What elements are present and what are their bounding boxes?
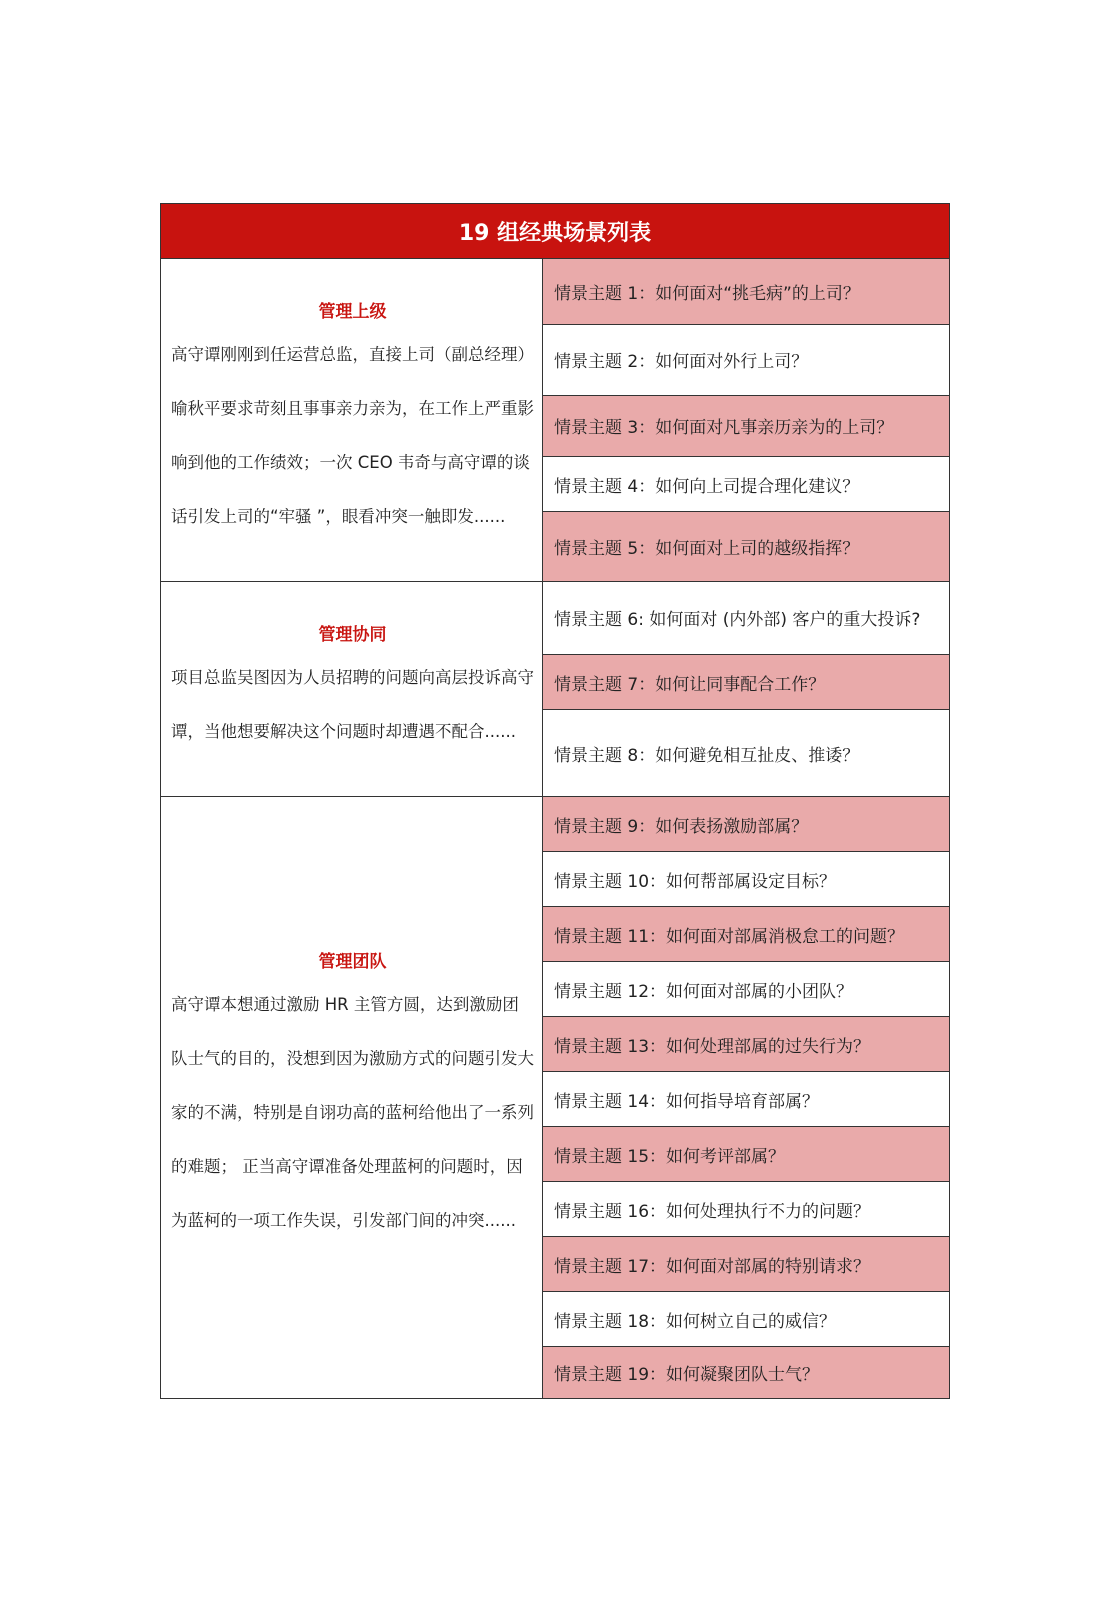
topic-row: 情景主题 17：如何面对部属的特别请求？ [543,1237,949,1292]
section-description: 项目总监吴图因为人员招聘的问题向高层投诉高守谭，当他想要解决这个问题时却遭遇不配合...... [171,667,534,741]
section-title: 管理团队 [318,952,387,972]
topic-row: 情景主题 10：如何帮部属设定目标？ [543,852,949,907]
section-title: 管理协同 [318,624,387,645]
topic-list [543,797,949,1398]
section-title: 管理上级 [318,301,387,322]
topic-row: 情景主题 13：如何处理部属的过失行为？ [543,1017,949,1072]
topic-row: 情景主题 19：如何凝聚团队士气？ [543,1347,949,1398]
topic-row: 情景主题 11：如何面对部属消极怠工的问题？ [543,907,949,962]
scenario-table [160,203,950,1399]
topic-row: 情景主题 12：如何面对部属的小团队？ [543,962,949,1017]
section-description: 高守谭刚刚到任运营总监，直接上司（副总经理）喻秋平要求苛刻且事事亲力亲为，在工作上严重影响到他的工作绩效；一次 CEO 韦奇与高守谭的谈话引发上司的“牢骚 ”，眼看冲突一触即发...... [171,344,534,526]
section-manage-collaboration [161,582,949,797]
topic-row: 情景主题 4：如何向上司提合理化建议？ [543,457,949,512]
topic-row: 情景主题 14：如何指导培育部属？ [543,1072,949,1127]
topic-row: 情景主题 18：如何树立自己的威信？ [543,1292,949,1347]
topic-row: 情景主题 15：如何考评部属？ [543,1127,949,1182]
topic-row: 情景主题 5：如何面对上司的越级指挥？ [543,512,949,581]
section-manage-superior [161,259,949,582]
topic-list [543,259,949,581]
section-info [161,582,543,796]
topic-row: 情景主题 16：如何处理执行不力的问题？ [543,1182,949,1237]
topic-row: 情景主题 6: 如何面对 (内外部) 客户的重大投诉? [543,582,949,655]
topic-row: 情景主题 3：如何面对凡事亲历亲为的上司？ [543,396,949,458]
table-title: 19 组经典场景列表 [161,204,949,259]
topic-list [543,582,949,796]
topic-row: 情景主题 8：如何避免相互扯皮、推诿？ [554,745,860,766]
topic-row: 情景主题 7：如何让同事配合工作？ [543,655,949,711]
topic-row: 情景主题 2：如何面对外行上司？ [543,325,949,396]
topic-row: 情景主题 1：如何面对“挑毛病”的上司？ [543,259,949,325]
section-info [161,259,543,581]
topic-row: 情景主题 9：如何表扬激励部属？ [543,797,949,852]
section-manage-team [161,797,949,1398]
section-info [161,797,543,1398]
section-description: 高守谭本想通过激励 HR 主管方圆，达到激励团队士气的目的，没想到因为激励方式的问题引发大家的不满，特别是自诩功高的蓝柯给他出了一系列的难题； 正当高守谭准备处理蓝柯的问题时，因为蓝柯的一项工作失误，引发部门间的冲突...... [171,995,534,1230]
